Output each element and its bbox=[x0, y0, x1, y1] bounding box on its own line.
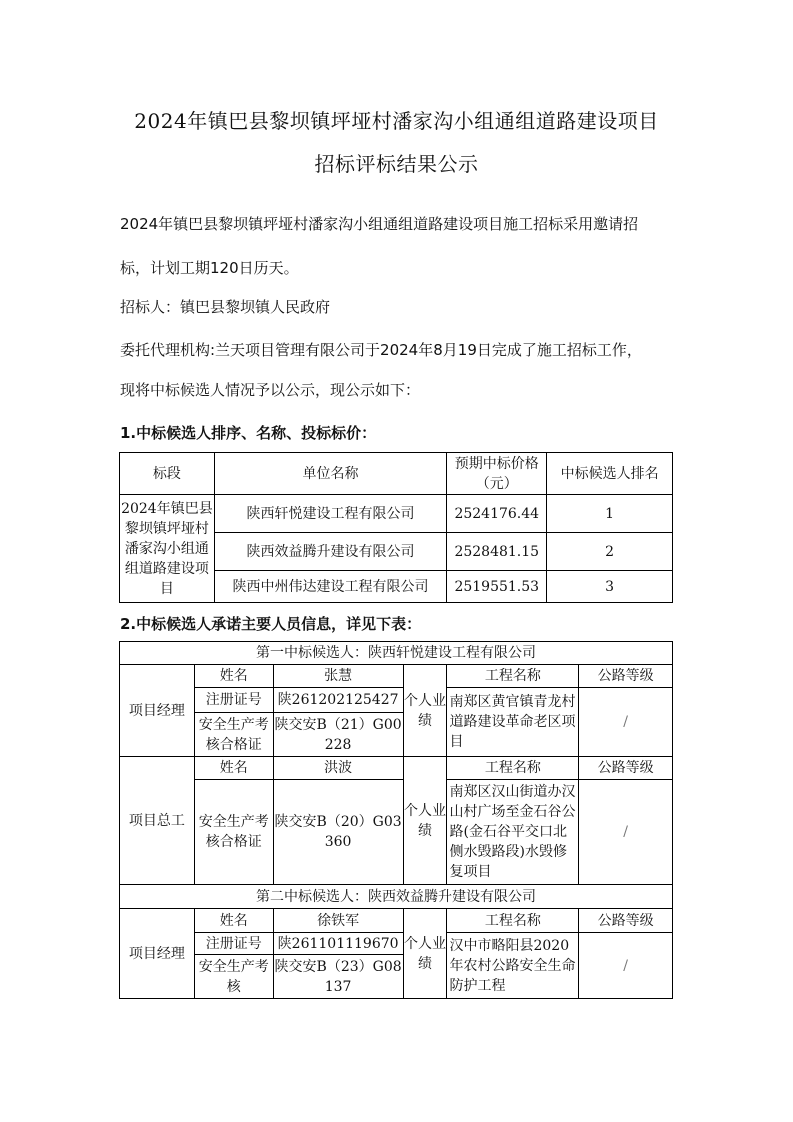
pm-safety-cert: 陕交安B（23）G08137 bbox=[273, 955, 403, 999]
company-name: 陕西中州伟达建设工程有限公司 bbox=[214, 571, 446, 603]
reg-no-label: 注册证号 bbox=[194, 933, 273, 955]
intro-paragraph-line2: 标，计划工期120日历天。 bbox=[120, 259, 299, 277]
personal-record-label: 个人业绩 bbox=[403, 665, 447, 757]
road-grade-value: / bbox=[579, 688, 673, 757]
pm-project-name: 汉中市略阳县2020年农村公路安全生命防护工程 bbox=[447, 933, 579, 999]
company-name: 陕西效益腾升建设有限公司 bbox=[214, 533, 446, 571]
safety-cert-label: 安全生产考核合格证 bbox=[194, 780, 273, 885]
table-row bbox=[120, 665, 673, 688]
table-header-row bbox=[120, 453, 673, 495]
page-subtitle: 招标评标结果公示 bbox=[314, 152, 479, 176]
name-label: 姓名 bbox=[194, 909, 273, 933]
table-row bbox=[120, 688, 673, 713]
company-name: 陕西轩悦建设工程有限公司 bbox=[214, 495, 446, 533]
project-name-header: 工程名称 bbox=[447, 665, 579, 688]
pm-project-name: 南郑区黄官镇青龙村道路建设革命老区项目 bbox=[447, 688, 579, 757]
ce-name: 洪波 bbox=[273, 757, 403, 780]
ce-project-name: 南郑区汉山街道办汉山村广场至金石谷公路(金石谷平交口北侧水毁路段)水毁修复项目 bbox=[447, 780, 579, 885]
pm-safety-cert: 陕交安B（21）G00228 bbox=[273, 713, 403, 757]
road-grade-header: 公路等级 bbox=[579, 909, 673, 933]
project-name-header: 工程名称 bbox=[447, 909, 579, 933]
personal-record-label: 个人业绩 bbox=[403, 909, 447, 999]
intro-paragraph-line1: 2024年镇巴县黎坝镇坪垭村潘家沟小组通组道路建设项目施工招标采用邀请招 bbox=[120, 215, 639, 233]
table-row bbox=[120, 495, 673, 533]
tenderer-line: 招标人：镇巴县黎坝镇人民政府 bbox=[120, 298, 331, 316]
rank: 1 bbox=[547, 495, 673, 533]
bid-price: 2524176.44 bbox=[447, 495, 547, 533]
agency-line1: 委托代理机构:兰天项目管理有限公司于2024年8月19日完成了施工招标工作， bbox=[120, 341, 642, 359]
road-grade-value: / bbox=[579, 780, 673, 885]
candidate-ranking-table bbox=[119, 452, 673, 603]
agency-line2: 现将中标候选人情况予以公示，现公示如下： bbox=[120, 381, 421, 399]
rank: 2 bbox=[547, 533, 673, 571]
table-row bbox=[120, 909, 673, 933]
pm-reg-no: 陕261202125427 bbox=[273, 688, 403, 713]
safety-cert-label: 安全生产考核合格证 bbox=[194, 713, 273, 757]
rank: 3 bbox=[547, 571, 673, 603]
ce-role-label: 项目总工 bbox=[120, 757, 195, 885]
bid-price: 2519551.53 bbox=[447, 571, 547, 603]
road-grade-header: 公路等级 bbox=[579, 665, 673, 688]
name-label: 姓名 bbox=[194, 665, 273, 688]
candidate1-title-row bbox=[120, 642, 673, 665]
candidate1-title: 第一中标候选人：陕西轩悦建设工程有限公司 bbox=[120, 642, 673, 665]
table-row bbox=[120, 933, 673, 955]
bid-price: 2528481.15 bbox=[447, 533, 547, 571]
name-label: 姓名 bbox=[194, 757, 273, 780]
pm-role-label: 项目经理 bbox=[120, 909, 195, 999]
personal-record-label: 个人业绩 bbox=[403, 757, 447, 885]
header-price: 预期中标价格（元） bbox=[447, 453, 547, 495]
table-row bbox=[120, 757, 673, 780]
candidate2-title: 第二中标候选人：陕西效益腾升建设有限公司 bbox=[120, 885, 673, 909]
pm-reg-no: 陕261101119670 bbox=[273, 933, 403, 955]
ce-safety-cert: 陕交安B（20）G03360 bbox=[273, 780, 403, 885]
pm-role-label: 项目经理 bbox=[120, 665, 195, 757]
header-company: 单位名称 bbox=[214, 453, 446, 495]
reg-no-label: 注册证号 bbox=[194, 688, 273, 713]
header-rank: 中标候选人排名 bbox=[547, 453, 673, 495]
pm-name: 徐铁军 bbox=[273, 909, 403, 933]
pm-name: 张慧 bbox=[273, 665, 403, 688]
section1-heading: 1.中标候选人排序、名称、投标标价： bbox=[120, 424, 377, 442]
safety-cert-label: 安全生产考核 bbox=[194, 955, 273, 999]
header-lot: 标段 bbox=[120, 453, 215, 495]
section2-heading: 2.中标候选人承诺主要人员信息，详见下表： bbox=[120, 615, 422, 633]
road-grade-value: / bbox=[579, 933, 673, 999]
project-name-header: 工程名称 bbox=[447, 757, 579, 780]
road-grade-header: 公路等级 bbox=[579, 757, 673, 780]
table-row bbox=[120, 780, 673, 885]
lot-name: 2024年镇巴县黎坝镇坪垭村潘家沟小组通组道路建设项目 bbox=[120, 495, 215, 603]
candidate2-title-row bbox=[120, 885, 673, 909]
personnel-table bbox=[119, 641, 673, 999]
page-title: 2024年镇巴县黎坝镇坪垭村潘家沟小组通组道路建设项目 bbox=[134, 109, 659, 133]
